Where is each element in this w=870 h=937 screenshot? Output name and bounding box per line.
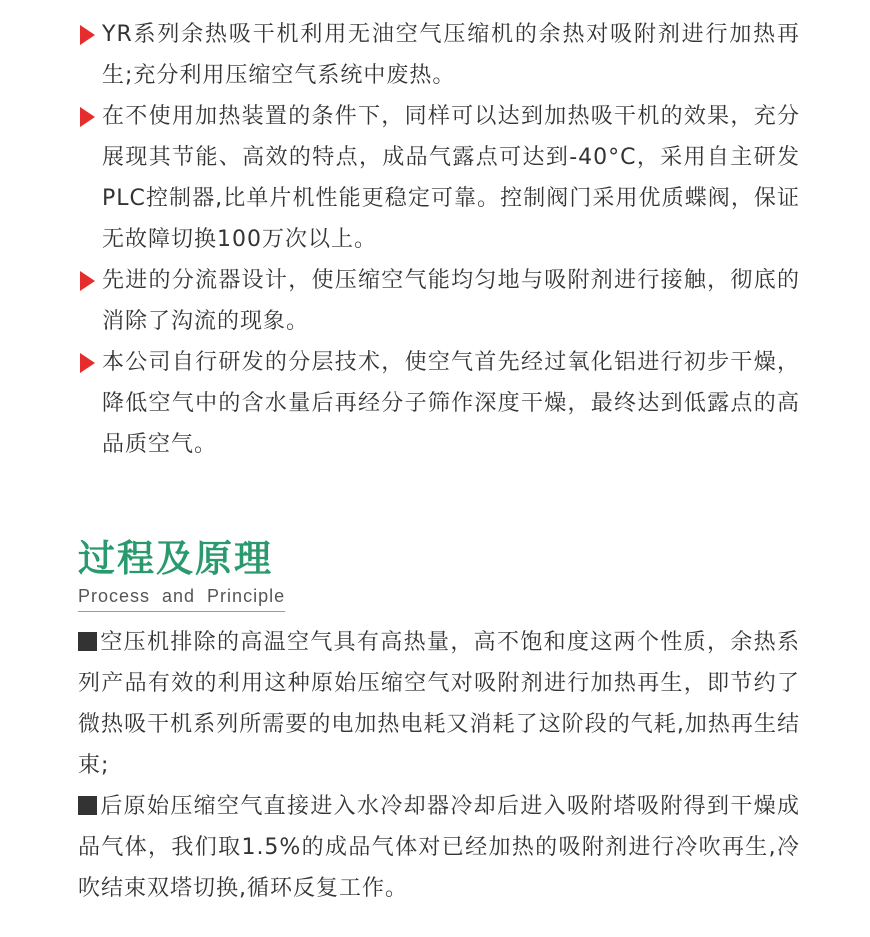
black-square-bullet-icon [78, 796, 97, 815]
red-triangle-bullet-icon [80, 107, 95, 127]
principle-text: 后原始压缩空气直接进入水冷却器冷却后进入吸附塔吸附得到干燥成品气体，我们取1.5%的成品气体对已经加热的吸附剂进行冷吹再生,冷吹结束双塔切换,循环反复工作。 [78, 794, 800, 901]
black-square-bullet-icon [78, 632, 97, 651]
red-triangle-bullet-icon [80, 271, 95, 291]
red-triangle-bullet-icon [80, 353, 95, 373]
section-title: 过程及原理 [78, 537, 273, 580]
red-triangle-bullet-icon [80, 25, 95, 45]
principle-text: 空压机排除的高温空气具有高热量，高不饱和度这两个性质，余热系列产品有效的利用这种原始压缩空气对吸附剂进行加热再生，即节约了微热吸干机系列所需要的电加热电耗又消耗了这阶段的气耗,加热再生结束; [78, 630, 800, 778]
principle-list [78, 622, 800, 909]
feature-item [78, 260, 800, 342]
section-heading [78, 536, 285, 612]
principle-paragraph [78, 622, 800, 786]
feature-item [78, 14, 800, 96]
feature-text: 本公司自行研发的分层技术，使空气首先经过氧化铝进行初步干燥，降低空气中的含水量后再经分子筛作深度干燥，最终达到低露点的高品质空气。 [102, 350, 800, 457]
feature-text: YR系列余热吸干机利用无油空气压缩机的余热对吸附剂进行加热再生;充分利用压缩空气系统中废热。 [102, 22, 800, 88]
feature-item [78, 342, 800, 465]
principle-paragraph [78, 786, 800, 909]
feature-text: 先进的分流器设计，使压缩空气能均匀地与吸附剂进行接触，彻底的消除了沟流的现象。 [102, 268, 800, 334]
feature-text: 在不使用加热装置的条件下，同样可以达到加热吸干机的效果，充分展现其节能、高效的特点，成品气露点可达到-40°C，采用自主研发PLC控制器,比单片机性能更稳定可靠。控制阀门采用优质蝶阀，保证无故障切换100万次以上。 [102, 104, 800, 252]
feature-list [78, 14, 800, 465]
section-subtitle: Process and Principle [78, 584, 285, 612]
feature-item [78, 96, 800, 260]
